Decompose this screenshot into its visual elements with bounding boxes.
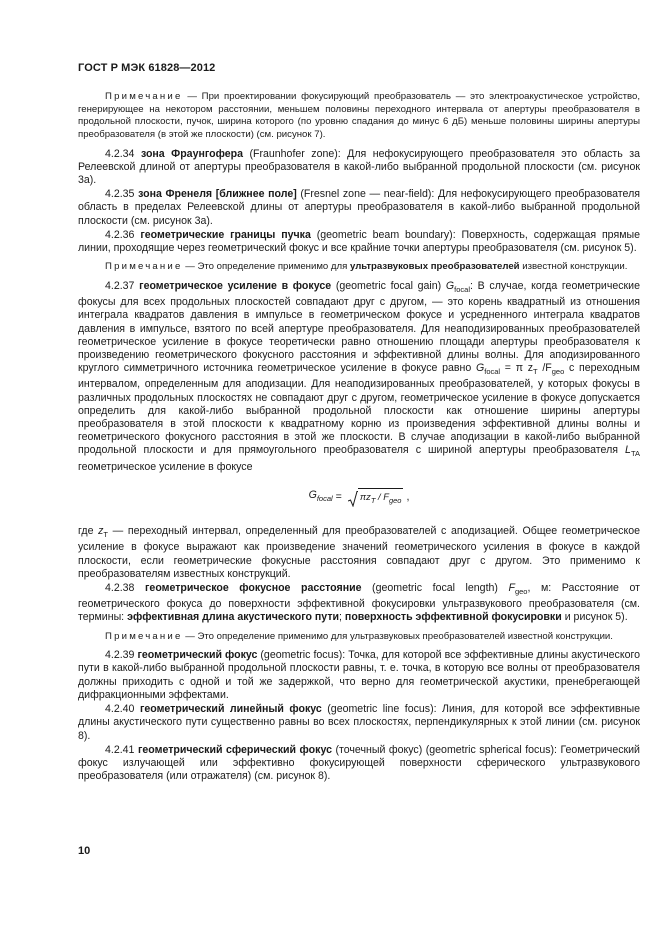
document-header: ГОСТ Р МЭК 61828—2012 [78, 62, 216, 74]
square-root: $\pi z_T / F_{geo}$ [348, 488, 404, 507]
term-4-2-36: 4.2.36 геометрические границы пучка (geometric beam boundary): Поверхность, содержащая прямые линии, проходящие через геометрический фокус и все крайние точки апертуры преобразователя (см. рисунок 5). [78, 228, 640, 254]
term-4-2-40: 4.2.40 геометрический линейный фокус (geometric line focus): Линия, для которой все эффективные длины акустического пути существенно равны во всех плоскостях, перпендикулярных к этой линии (см. рисунок 8). [78, 703, 640, 742]
focal-gain-formula: $G_{focal}$ = $\pi z_T / F_{geo}$ , [78, 488, 640, 507]
term-4-2-38: 4.2.38 геометрическое фокусное расстояние (geometric focal length) $F_{geo}$, м: Расстояние от геометрического фокуса до поверхности эффективной фокусировки ультразвукового преобразователя (см. термины: эффективная длина акустического пути; поверхность эффективной фокусировки и рисунок 5). [78, 581, 640, 624]
note-1: Примечание — При проектировании фокусирующий преобразователь — это электроакустическое устройство, генерирующее на некотором расстоянии, меньшем половины переходного интервала от апертуры преобразователя в продольной плоскости, пучок, ширина которого (по уровню спадания до минус 6 дБ) меньше половины ширины апертуры преобразователя (в этой же плоскости) (см. рисунок 7). [78, 91, 640, 140]
term-4-2-37: 4.2.37 геометрическое усиление в фокусе (geometric focal gain) $G_{focal}$: В случае, когда геометрические фокусы для всех продольных плоскостей совпадают друг с другом, — это корень квадратный из отношения интеграла квадратов давления в импульсе в геометрическом фокусе и усредненного интеграла квадратов давления в импульсе, взятого по всей апертуре преобразователя. Для неаподизированных преобразователей геометрическое усиление в фокусе теоретически равно отношению площади апертуры преобразователя к произведению геометрического фокусного расстояния и эффективной длины волны. Для аподизированного круглого симметричного источника геометрическое усиление в фокусе равно $G_{focal} = \pi$ $z_T$ $/F_{geo}$ с переходным интервалом, определенным для аподизации. Для неаподизированных преобразователей, у которых фокусы в различных продольных плоскостях не совпадают друг с другом, геометрическое усиление в фокусе допускается определить для какой-либо выбранной продольной плоскости как отношение ширины апертуры преобразователя в этой плоскости к квадратному корню из произведения эффективной длины волны и геометрического фокусного расстояния в этой же плоскости. В случае аподизации в какой-либо выбранной продольной плоскости и для прямоугольного преобразователя с шириной апертуры преобразователя $L_{TA}$ геометрическое усиление в фокусе [78, 279, 640, 473]
page-number: 10 [78, 845, 91, 857]
where-clause: где $z_T$ — переходный интервал, определенный для преобразователей с аподизацией. Общее геометрическое усиление в фокусе выражают как произведение значений геометрического усиления в фокусе в каждой плоскости, если геометрические фокусные расстояния совпадают друг с другом. Это применимо к преобразователям известных конструкций. [78, 525, 640, 580]
term-4-2-34: 4.2.34 зона Фраунгофера (Fraunhofer zone): Для нефокусирующего преобразователя это область за Релеевской длиной от апертуры преобразователя в какой-либо выбранной продольной плоскости (см. рисунок 3а). [78, 147, 641, 186]
term-4-2-39: 4.2.39 геометрический фокус (geometric focus): Точка, для которой все эффективные длины акустического пути в какой-либо выбранной продольной плоскости равны, т. е. точка, в которую все волны от преобразователя должны приходить с одной и той же задержкой, что верно для геометрической акустики, пренебрегающей дифракционными эффектами. [78, 649, 640, 701]
note-3: Примечание — Это определение применимо для ультразвуковых преобразователей известной конструкции. [105, 630, 613, 642]
term-4-2-41: 4.2.41 геометрический сферический фокус (точечный фокус) (geometric spherical focus): Геометрический фокус излучающей или эффективно фокусирующей поверхности сферического ультразвукового преобразователя (или отражателя) (см. рисунок 8). [78, 743, 640, 783]
term-4-2-35: 4.2.35 зона Френеля [ближнее поле] (Fresnel zone — near-field): Для нефокусирующего преобразователя область в пределах Релеевской длины от апертуры преобразователя в какой-либо выбранной продольной плоскости (см. рисунок 3а). [78, 188, 640, 227]
note-label: Примечание [105, 91, 183, 103]
note-2: Примечание — Это определение применимо для ультразвуковых преобразователей известной конструкции. [105, 261, 628, 273]
radical-sign-icon [348, 491, 358, 507]
document-page [78, 62, 640, 783]
